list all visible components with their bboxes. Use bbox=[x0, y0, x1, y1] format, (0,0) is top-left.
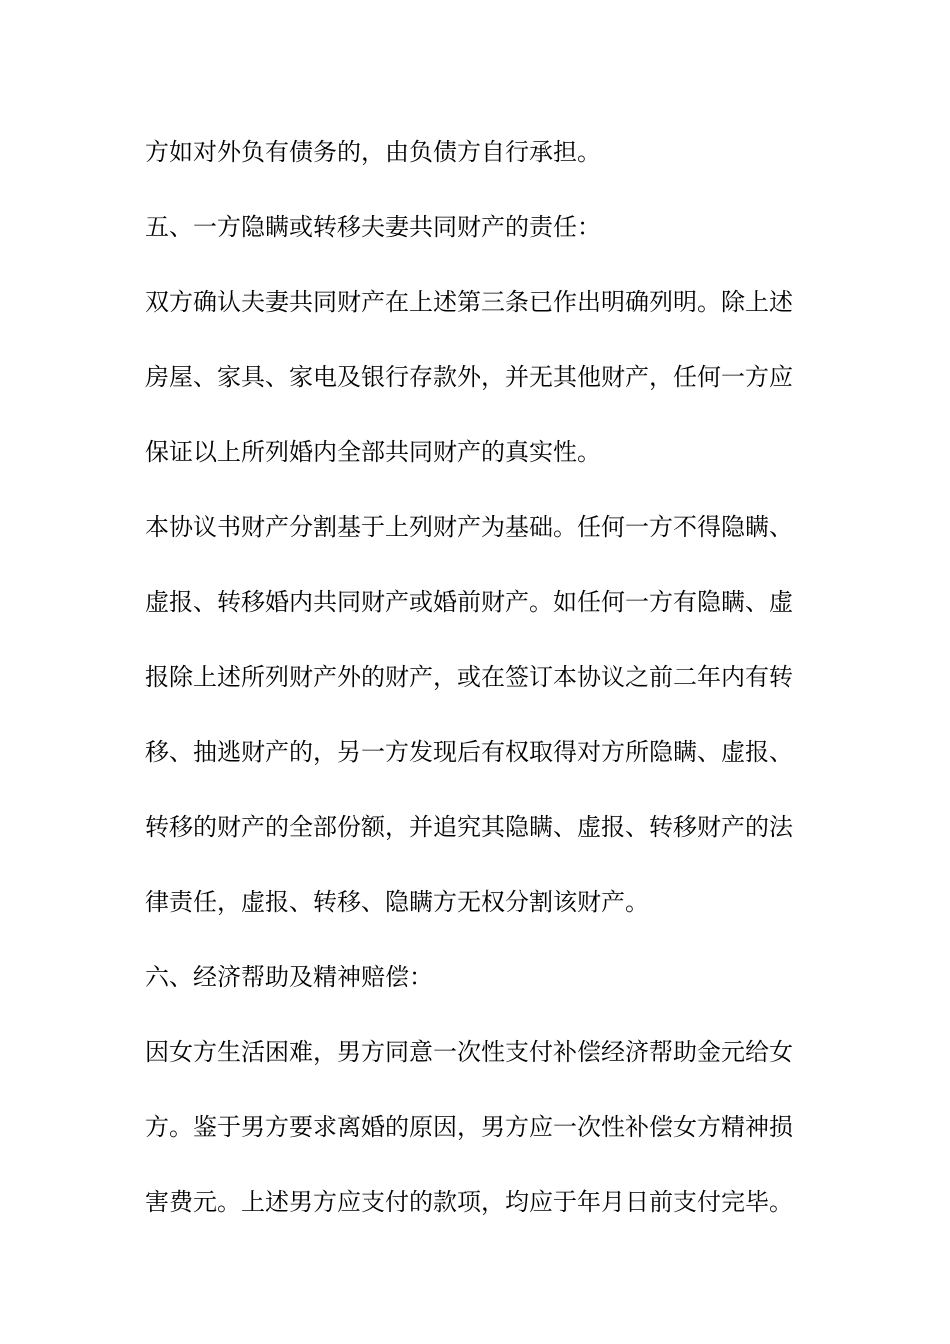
text-line: 本协议书财产分割基于上列财产为基础。任何一方不得隐瞒、 bbox=[145, 513, 793, 541]
text-line: 方如对外负有债务的，由负债方自行承担。 bbox=[145, 138, 601, 166]
text-line: 保证以上所列婚内全部共同财产的真实性。 bbox=[145, 438, 601, 466]
text-line: 律责任，虚报、转移、隐瞒方无权分割该财产。 bbox=[145, 888, 649, 916]
section-heading: 六、经济帮助及精神赔偿： bbox=[145, 963, 433, 991]
text-line: 房屋、家具、家电及银行存款外，并无其他财产，任何一方应 bbox=[145, 363, 793, 391]
section-heading: 五、一方隐瞒或转移夫妻共同财产的责任： bbox=[145, 213, 601, 241]
text-line: 移、抽逃财产的，另一方发现后有权取得对方所隐瞒、虚报、 bbox=[145, 738, 793, 766]
text-line: 转移的财产的全部份额，并追究其隐瞒、虚报、转移财产的法 bbox=[145, 813, 793, 841]
text-line: 害费元。上述男方应支付的款项，均应于年月日前支付完毕。 bbox=[145, 1188, 793, 1216]
text-line: 报除上述所列财产外的财产，或在签订本协议之前二年内有转 bbox=[145, 663, 793, 691]
text-line: 因女方生活困难，男方同意一次性支付补偿经济帮助金元给女 bbox=[145, 1038, 793, 1066]
text-line: 虚报、转移婚内共同财产或婚前财产。如任何一方有隐瞒、虚 bbox=[145, 588, 793, 616]
text-line: 双方确认夫妻共同财产在上述第三条已作出明确列明。除上述 bbox=[145, 288, 793, 316]
text-line: 方。鉴于男方要求离婚的原因，男方应一次性补偿女方精神损 bbox=[145, 1113, 793, 1141]
